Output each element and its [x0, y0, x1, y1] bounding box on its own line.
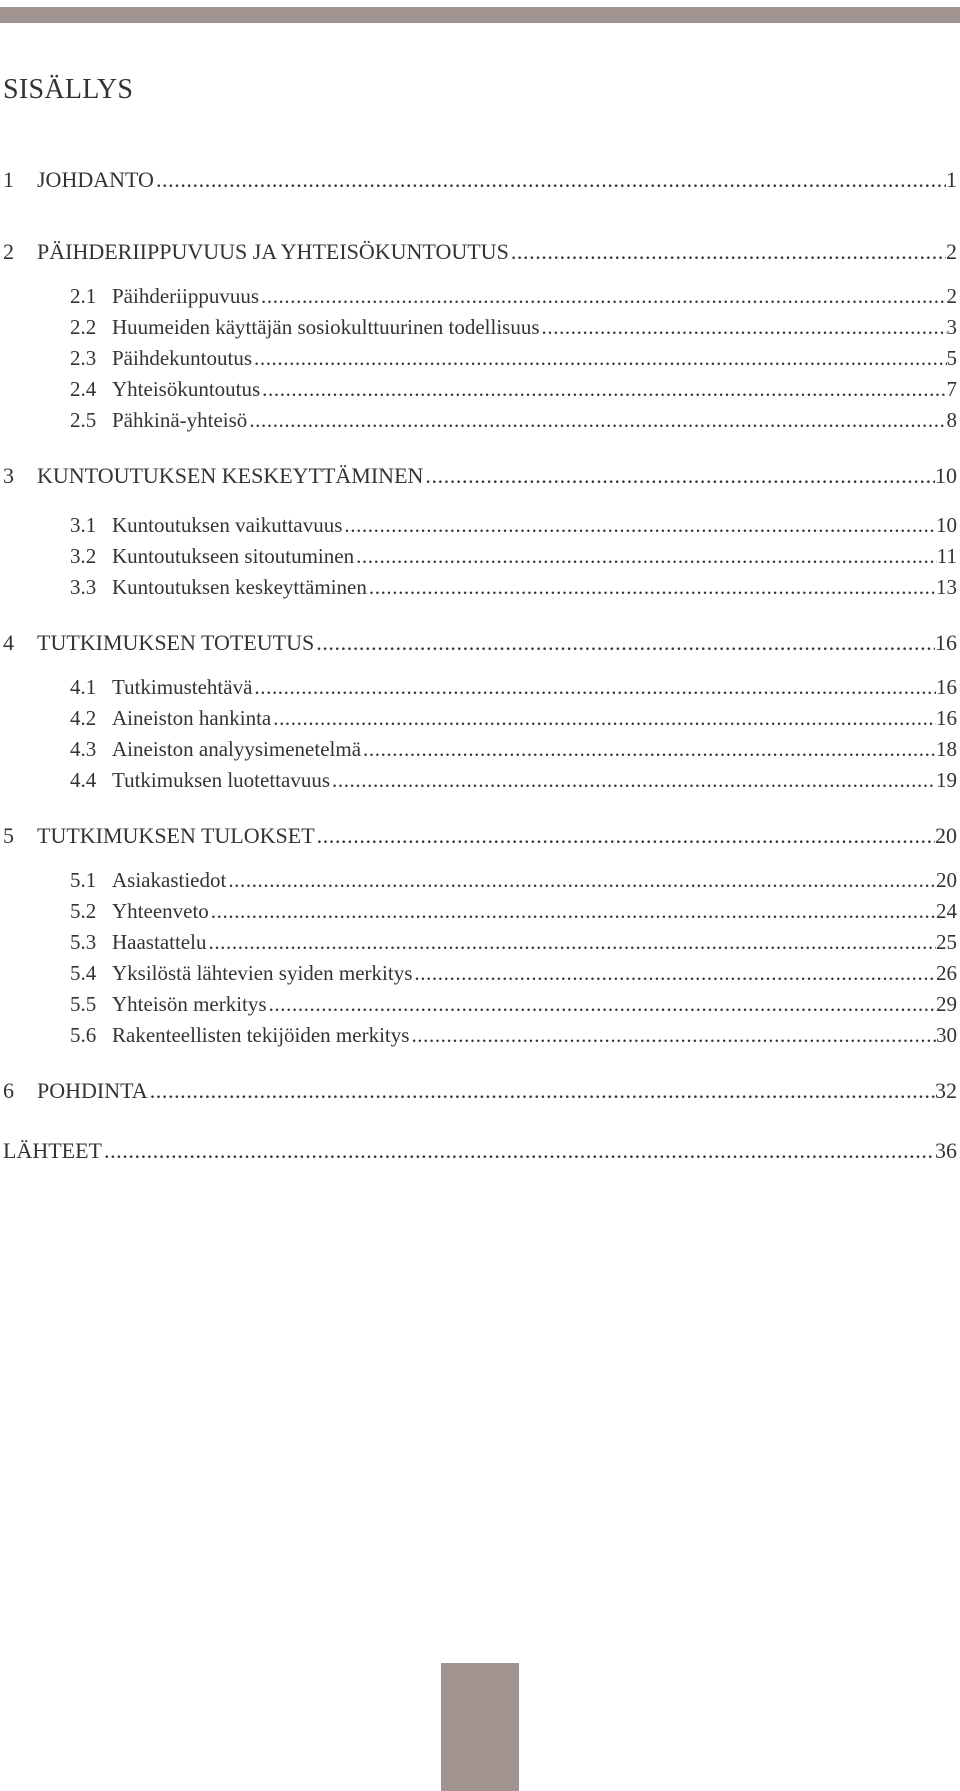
- toc-number: 3: [3, 463, 14, 488]
- toc-leader-dots: [361, 734, 936, 764]
- toc-entry-2-5[interactable]: [70, 405, 957, 435]
- toc-title: Tutkimuksen luotettavuus: [112, 768, 330, 792]
- toc-entry-2-1[interactable]: [70, 281, 957, 311]
- toc-entry-4-3[interactable]: [70, 734, 957, 764]
- toc-title: Huumeiden käyttäjän sosiokulttuurinen todellisuus: [112, 315, 540, 339]
- toc-title: Aineiston hankinta: [112, 706, 272, 730]
- toc-title: Haastattelu: [112, 930, 207, 954]
- toc-entry-johdanto[interactable]: [3, 165, 957, 195]
- toc-leader-dots: [252, 343, 947, 373]
- toc-entry-chapter-6[interactable]: [3, 1076, 957, 1106]
- toc-title: Aineiston analyysimenetelmä: [112, 737, 362, 761]
- toc-number: 2.4: [70, 377, 97, 401]
- toc-number: 4.2: [70, 706, 97, 730]
- toc-page-number: 5: [946, 346, 957, 370]
- toc-title: Yhteisökuntoutus: [112, 377, 261, 401]
- toc-page-number: 20: [936, 868, 957, 892]
- toc-title: Yhteenveto: [112, 899, 209, 923]
- toc-leader-dots: [540, 312, 947, 342]
- toc-title: Tutkimustehtävä: [112, 675, 253, 699]
- toc-page-number: 32: [935, 1078, 957, 1103]
- toc-leader-dots: [154, 165, 946, 195]
- toc-number: 2.1: [70, 284, 97, 308]
- page-title: SISÄLLYS: [3, 74, 134, 105]
- toc-number: 5.5: [70, 992, 97, 1016]
- toc-leader-dots: [259, 281, 947, 311]
- toc-page-number: 10: [936, 513, 957, 537]
- toc-number: 2.5: [70, 408, 97, 432]
- toc-leader-dots: [315, 821, 935, 851]
- toc-entry-chapter-5[interactable]: [3, 821, 957, 851]
- toc-entry-chapter-3[interactable]: [3, 461, 957, 491]
- toc-page-number: 26: [936, 961, 957, 985]
- toc-entry-4-2[interactable]: [70, 703, 957, 733]
- toc-leader-dots: [509, 237, 946, 267]
- toc-page-number: 2: [946, 284, 957, 308]
- toc-number: 6: [3, 1078, 14, 1103]
- toc-title: Kuntoutuksen vaikuttavuus: [112, 513, 343, 537]
- toc-title: TUTKIMUKSEN TULOKSET: [37, 823, 315, 848]
- toc-page-number: 29: [936, 992, 957, 1016]
- toc-leader-dots: [367, 572, 936, 602]
- toc-entry-3-2[interactable]: [70, 541, 957, 571]
- toc-title: LÄHTEET: [3, 1138, 102, 1163]
- toc-leader-dots: [314, 628, 935, 658]
- toc-entry-4-1[interactable]: [70, 672, 957, 702]
- toc-title: JOHDANTO: [37, 167, 154, 192]
- toc-page-number: 1: [946, 167, 957, 192]
- toc-title: Rakenteellisten tekijöiden merkitys: [112, 1023, 410, 1047]
- toc-leader-dots: [247, 405, 946, 435]
- toc-entry-5-2[interactable]: [70, 896, 957, 926]
- toc-number: 3.3: [70, 575, 97, 599]
- toc-page-number: 3: [946, 315, 957, 339]
- toc-page-number: 25: [936, 930, 957, 954]
- toc-leader-dots: [148, 1076, 935, 1106]
- toc-leader-dots: [354, 541, 937, 571]
- toc-leader-dots: [409, 1020, 936, 1050]
- toc-page-number: 36: [935, 1138, 957, 1163]
- toc-entry-chapter-2[interactable]: [3, 237, 957, 267]
- toc-leader-dots: [260, 374, 946, 404]
- toc-title: POHDINTA: [37, 1078, 148, 1103]
- toc-leader-dots: [423, 461, 935, 491]
- toc-number: 5.4: [70, 961, 97, 985]
- toc-leader-dots: [267, 989, 936, 1019]
- toc-title: KUNTOUTUKSEN KESKEYTTÄMINEN: [37, 463, 424, 488]
- top-decorative-bar: [0, 7, 960, 23]
- toc-number: 2: [3, 239, 14, 264]
- toc-number: 3.2: [70, 544, 97, 568]
- toc-entry-5-6[interactable]: [70, 1020, 957, 1050]
- toc-leader-dots: [252, 672, 936, 702]
- toc-number: 1: [3, 167, 14, 192]
- toc-number: 4.1: [70, 675, 97, 699]
- toc-leader-dots: [209, 896, 936, 926]
- toc-page-number: 18: [936, 737, 957, 761]
- toc-leader-dots: [271, 703, 936, 733]
- toc-entry-3-1[interactable]: [70, 510, 957, 540]
- toc-page-number: 8: [946, 408, 957, 432]
- bottom-page-tab: [441, 1663, 519, 1791]
- toc-number: 5: [3, 823, 14, 848]
- toc-entry-chapter-4[interactable]: [3, 628, 957, 658]
- toc-title: Päihderiippuvuus: [112, 284, 259, 308]
- toc-number: 4: [3, 630, 14, 655]
- toc-number: 3.1: [70, 513, 97, 537]
- toc-number: 4.4: [70, 768, 97, 792]
- toc-leader-dots: [102, 1136, 935, 1166]
- toc-entry-lahteet[interactable]: [3, 1136, 957, 1166]
- toc-leader-dots: [342, 510, 936, 540]
- toc-entry-2-2[interactable]: [70, 312, 957, 342]
- toc-number: 4.3: [70, 737, 97, 761]
- toc-title: TUTKIMUKSEN TOTEUTUS: [37, 630, 315, 655]
- toc-title: Päihdekuntoutus: [112, 346, 252, 370]
- toc-page-number: 16: [936, 675, 957, 699]
- toc-page-number: 30: [936, 1023, 957, 1047]
- toc-page-number: 24: [936, 899, 957, 923]
- toc-entry-5-1[interactable]: [70, 865, 957, 895]
- toc-title: PÄIHDERIIPPUVUUS JA YHTEISÖKUNTOUTUS: [37, 239, 509, 264]
- toc-entry-5-4[interactable]: [70, 958, 957, 988]
- toc-title: Kuntoutukseen sitoutuminen: [112, 544, 355, 568]
- toc-page-number: 7: [946, 377, 957, 401]
- toc-page-number: 19: [936, 768, 957, 792]
- toc-page-number: 16: [936, 706, 957, 730]
- toc-leader-dots: [206, 927, 936, 957]
- toc-number: 2.2: [70, 315, 97, 339]
- toc-number: 5.3: [70, 930, 97, 954]
- toc-number: 5.2: [70, 899, 97, 923]
- toc-number: 2.3: [70, 346, 97, 370]
- toc-page-number: 13: [936, 575, 957, 599]
- toc-page-number: 10: [935, 463, 957, 488]
- toc-title: Yhteisön merkitys: [112, 992, 267, 1016]
- toc-entry-5-5[interactable]: [70, 989, 957, 1019]
- toc-leader-dots: [330, 765, 936, 795]
- toc-title: Pähkinä-yhteisö: [112, 408, 248, 432]
- toc-entry-2-3[interactable]: [70, 343, 957, 373]
- toc-title: Kuntoutuksen keskeyttäminen: [112, 575, 367, 599]
- toc-number: 5.1: [70, 868, 97, 892]
- toc-entry-3-3[interactable]: [70, 572, 957, 602]
- toc-page-number: 20: [935, 823, 957, 848]
- toc-page-number: 2: [946, 239, 957, 264]
- toc-leader-dots: [412, 958, 936, 988]
- toc-title: Yksilöstä lähtevien syiden merkitys: [112, 961, 413, 985]
- toc-page-number: 16: [935, 630, 957, 655]
- toc-entry-2-4[interactable]: [70, 374, 957, 404]
- toc-entry-4-4[interactable]: [70, 765, 957, 795]
- toc-number: 5.6: [70, 1023, 97, 1047]
- toc-title: Asiakastiedot: [112, 868, 227, 892]
- toc-entry-5-3[interactable]: [70, 927, 957, 957]
- toc-leader-dots: [226, 865, 936, 895]
- toc-page-number: 11: [936, 544, 957, 568]
